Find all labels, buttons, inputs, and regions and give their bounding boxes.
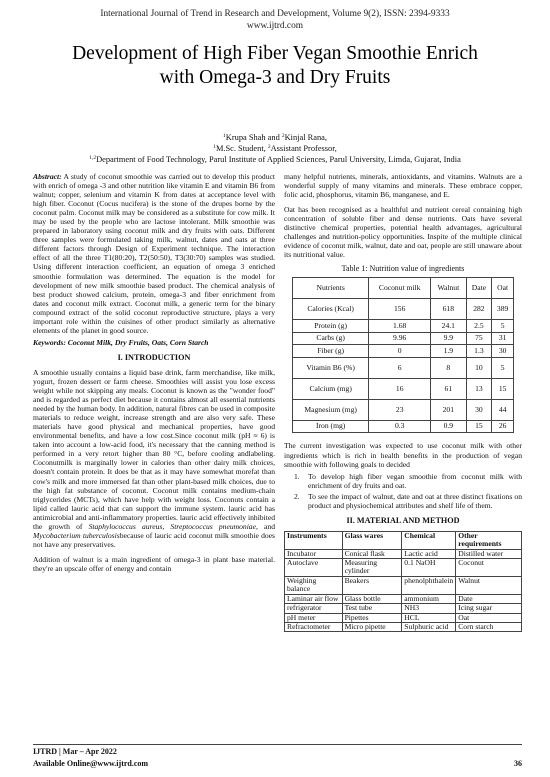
right-paragraph-1: many helpful nutrients, minerals, antioxidants, and vitamins. Walnuts are a wonderful supply of many vitamins and minerals. These embrace copper, folic acid, phosphorus, vitamin B6, manganese, and E. — [284, 172, 522, 200]
table-header-cell: Oat — [492, 278, 514, 299]
footer-online[interactable]: Available Online@www.ijtrd.com — [33, 759, 149, 768]
table-row: Laminar air flow Glass bottle ammonium Date — [285, 594, 522, 603]
paper-title — [30, 42, 520, 90]
intro-heading: I. INTRODUCTION — [117, 352, 191, 362]
table-header-cell: Coconut milk — [369, 278, 431, 299]
table-header-row — [293, 278, 514, 299]
table-row: Vitamin B6 (%) 6 8 10 5 — [293, 357, 514, 378]
title-line-2: with Omega-3 and Dry Fruits — [159, 67, 391, 88]
abstract-text: A study of coconut smoothie was carried out to develop this product with enrich of omega -3 and other nutrition like vitamin E and vitamin B6 from walnut; copper, selenium and vitamin K from dates at acceptance level with high fiber. Coconut (Cocus nucifera) is the stone of the drupes borne by the coconut palm. Coconut milk may be considered as a substitute for cow milk. It may be used by the people who are lactose intolerant. Milk smoothie was prepared in laboratory using coconut milk and dry fruits with oats. Different three samples were formulated taking milk, walnut, dates and oats at three different factors through Design of Experiment technique. The interaction effect of all the three T1(80:20), T2(50:50), T3(30:70) samples was studied. Using different interaction coefficient, an equation of omega 3 enriched smoothie formulation was determined. The equation is the model for development of new milk smoothie based product. The chemical analysis of best product showed calcium, protein, omega-3 and fiber enrichment from dates and coconut milk extract. Coconut milk, a generic term for the binary compound extract of the solid coconut reproductive structure, plays a very important role within the cuisines of other product similarly as alternative elements of the planet in good source. — [33, 172, 275, 335]
table-header-cell: Walnut — [431, 278, 466, 299]
author-sup: 1 — [223, 133, 226, 139]
footer-issue: IJTRD | Mar – Apr 2022 — [33, 747, 117, 756]
abstract — [33, 172, 275, 335]
left-column — [33, 172, 275, 576]
journal-website[interactable]: www.ijtrd.com — [246, 21, 304, 31]
methods-heading: II. MATERIAL AND METHOD — [346, 515, 460, 525]
page-number: 36 — [514, 759, 522, 768]
author-sup: 2 — [281, 133, 285, 139]
dept-sup: 1,2 — [89, 155, 97, 161]
table-row: pH meter Pipettes HCL Oat — [285, 613, 522, 622]
table-row: Calcium (mg) 16 61 13 15 — [293, 378, 514, 399]
table-header-row — [285, 531, 522, 549]
table-row: Autoclave Measuring cylinder 0.1 NaOH Coconut — [285, 559, 522, 577]
intro-paragraph-1: A smoothie usually contains a liquid base drink, farm merchandise, like milk, yogurt, frozen dessert or farm cheese. Smoothies will assist you lose excess weight while not skipping any meals. Coconut is known as the "wonder food" and is regarded as perfect diet because it contains almost all essential nutrients needed by the human body. In addition, natural fibres can be used in composite materials to reduce weight, increase strength and are also very safe. These materials have good physical and mechanical properties, have good environmental benefits, and have a low cost.Since coconut milk (pH ≈ 6) is taken into account a low-acid food, it's necessary that the canning method is performed in a very retort higher than 80 °C, before cooling andlabeling. Coconutmilk is marginally lower in calories than other dairy milk choices, doesn't contain protein. It does be that as it may have somewhat morefat than cow's milk and more immersed fat than other plant-based milk choices, due to the high fat substance of coconut. Coconut milk contains medium-chain triglycerides (MCTs), which have help with weight loss. Coconuts contain a lipid called lauric acid that can support the immune system. lauric acid has antimicrobial and anti-inflammatory properties. lauric acid effectively inhibited the growth of Staphylococcus aureus, Streptococcus pneumoniae, and Mycobacterium tuberculosisbecause of lauric acid coconut milk smoothie does not have any preservatives. — [33, 367, 275, 549]
table-row: Protein (g) 1.68 24.1 2.5 5 — [293, 320, 514, 333]
table-row: Magnesium (mg) 23 201 30 44 — [293, 399, 514, 420]
table-row: Carbs (g) 9.96 9.9 75 31 — [293, 332, 514, 345]
role-1: M.Sc. Student, — [215, 144, 268, 153]
objectives-list — [284, 472, 522, 510]
table-header-cell: Nutrients — [293, 278, 369, 299]
table-row: Weighing balance Beakers phenolphthalein Walnut — [285, 576, 522, 594]
list-item: 1. To develop high fiber vegan smoothie from coconut milk with enrichment of dry fruits and oat. — [294, 471, 522, 490]
table-row: refrigerator Test tube NH3 Icing sugar — [285, 604, 522, 613]
table-row: Calories (Kcal) 156 618 282 389 — [293, 299, 514, 320]
title-line-1: Development of High Fiber Vegan Smoothie Enrich — [72, 43, 478, 64]
role-2: Assistant Professor, — [270, 144, 337, 153]
table-1-caption: Table 1: Nutrition value of ingredients — [341, 264, 465, 274]
table-header-cell: Glass wares — [342, 531, 402, 549]
nutrition-table — [292, 277, 514, 433]
table-header-cell: Chemical — [402, 531, 456, 549]
right-paragraph-2: Oat has been recognised as a healthful and nutrient cereal containing high concentration of soluble fiber and dense nutrients. Oats have several distinctive chemical properties, potential health advantages, agricultural challenges and nutrition-policy opportunities. Inspite of the multiple clinical evidence of coconut milk, walnut, date and oat, people are still unaware about its nutritional value. — [284, 205, 522, 260]
department-line — [0, 153, 550, 165]
department: Department of Food Technology, Parul Institute of Applied Sciences, Parul University, Limda, Gujarat, India — [96, 155, 461, 164]
table-row: Refractometer Micro pipette Sulphuric acid Corn starch — [285, 622, 522, 631]
keywords: Keywords: Coconut Milk, Dry Fruits, Oats, Corn Starch — [33, 337, 209, 347]
author-2: Kinjal Rana, — [284, 133, 327, 142]
role-sup: 2 — [267, 144, 271, 150]
table-header-cell: Other requirements — [456, 531, 522, 549]
table-header-cell: Date — [466, 278, 492, 299]
intro-paragraph-2: Addition of walnut is a main ingredient of omega-3 in plant base material. they're an upscale offer of energy and contain — [33, 554, 275, 573]
right-paragraph-3: The current investigation was expected to use coconut milk with other ingredients which is rich in health benefits in the production of vegan smoothie with following goals to decided — [284, 441, 522, 469]
abstract-label: Abstract: — [33, 172, 62, 181]
table-header-cell: Instruments — [285, 531, 343, 549]
table-row: Fiber (g) 0 1.9 1.3 30 — [293, 345, 514, 358]
author-1: Krupa Shah and — [225, 133, 282, 142]
list-item: 2. To see the impact of walnut, date and oat at three distinct fixations on product and physiochemical attributes and shelf life of them. — [294, 491, 522, 510]
materials-table — [284, 531, 522, 632]
table-row: Iron (mg) 0.3 0.9 15 26 — [293, 420, 514, 433]
role-sup: 1 — [213, 144, 216, 150]
journal-header: International Journal of Trend in Research and Development, Volume 9(2), ISSN: 2394-9333 — [100, 9, 450, 19]
table-row: Incubator Conical flask Lactic acid Distilled water — [285, 549, 522, 558]
right-column — [284, 172, 522, 632]
footer-divider — [33, 744, 522, 745]
